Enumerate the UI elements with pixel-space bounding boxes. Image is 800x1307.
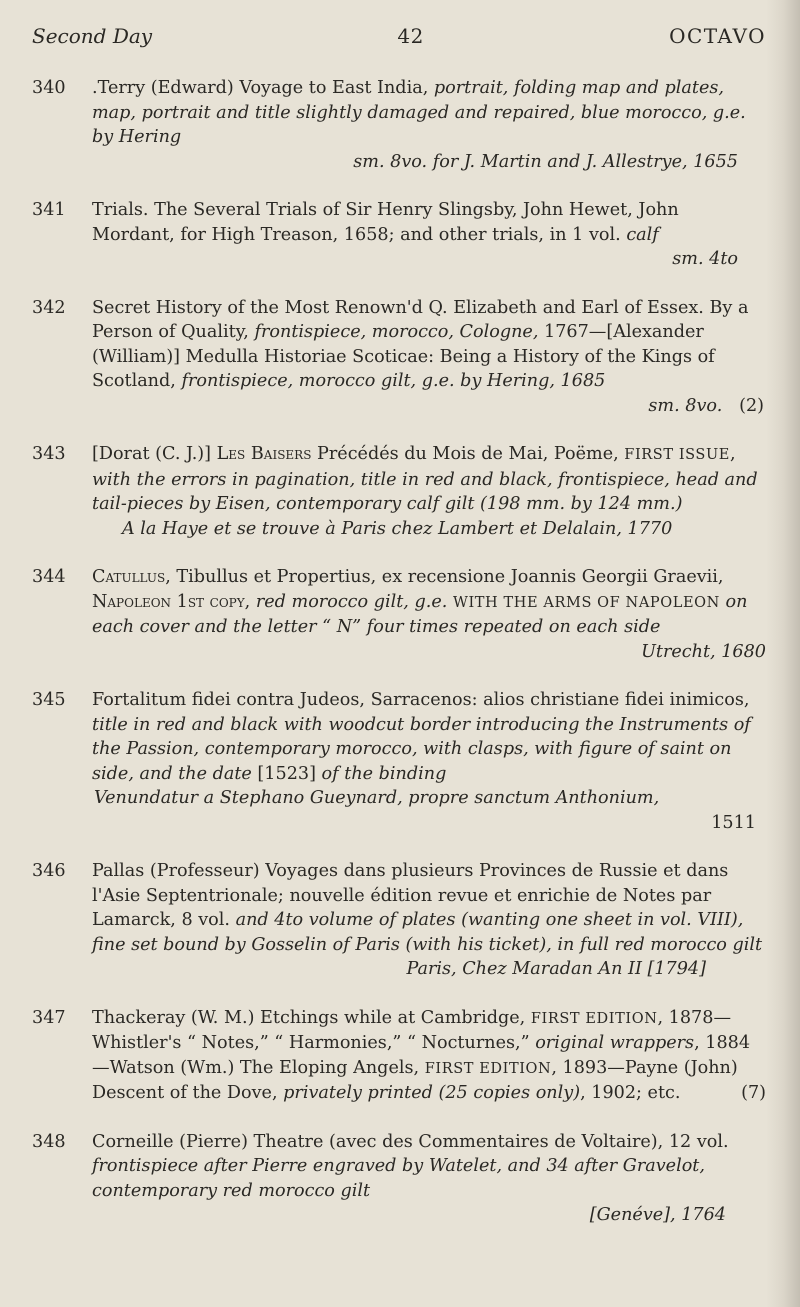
lot-title-fourth: , 1893—Payne (John) Descent of the Dove, xyxy=(92,1057,738,1103)
lot-condition: and 4to volume of plates (wanting one sheet in vol. VIII), fine set bound by Gosselin of Paris (with his ticket), in full red morocco gilt xyxy=(92,910,763,955)
lot-condition: original wrappers xyxy=(535,1033,695,1053)
lot-imprint: sm. 8vo. for J. Martin and J. Allestrye, 1655 xyxy=(353,151,738,172)
lot-edition-second: FIRST EDITION xyxy=(424,1060,552,1077)
lot-342 xyxy=(32,296,766,419)
lot-condition: portrait, folding map and plates, map, portrait and title slightly damaged and repaired, blue morocco, g.e. by Hering xyxy=(92,78,746,147)
lot-arms: WITH THE ARMS OF NAPOLEON xyxy=(452,594,720,611)
lot-separator: , xyxy=(244,591,256,612)
lot-condition-tail: of the binding xyxy=(321,763,447,784)
lot-description xyxy=(92,76,766,174)
lot-description xyxy=(92,198,766,272)
lot-provenance: Napoleon 1st copy xyxy=(92,591,245,612)
lot-imprint-row xyxy=(92,394,766,419)
running-header-day: Second Day xyxy=(32,24,153,48)
lot-title: Secret History of the Most Renown'd Q. Elizabeth and Earl of Essex. By a Person of Quality, xyxy=(92,297,749,342)
lot-imprint: Paris, Chez Maradan An II [1794] xyxy=(406,959,706,979)
running-header-format: OCTAVO xyxy=(669,24,766,48)
lot-imprint: sm. 4to xyxy=(672,249,738,269)
lot-title-tail: , 1902; etc. xyxy=(580,1083,681,1103)
lot-separator: , xyxy=(729,444,736,464)
lot-count: (7) xyxy=(741,1083,766,1103)
lot-condition: on each cover and the letter “ N” four times repeated on each side xyxy=(92,591,748,637)
lot-author-smallcaps: Catullus xyxy=(92,567,166,587)
lot-author: [Dorat (C. J.)] xyxy=(92,444,217,464)
lot-title-second: 1767—[Alexander (William)] Medulla Historiae Scoticae: Being a History of the Kings of Scotland, xyxy=(92,322,715,391)
lot-348 xyxy=(32,1130,766,1228)
lot-title: Précédés du Mois de Mai, Poëme, xyxy=(311,444,625,464)
lot-binding-date: [1523] xyxy=(251,763,322,784)
lot-condition: frontispiece, morocco, Cologne, xyxy=(254,322,539,342)
lot-condition: frontispiece after Pierre engraved by Watelet, and 34 after Gravelot, contemporary red morocco gilt xyxy=(92,1156,705,1201)
lot-description xyxy=(92,1006,766,1106)
lot-347 xyxy=(32,1006,766,1106)
lot-condition: title in red and black with woodcut border introducing the Instruments of the Passion, contemporary morocco, with clasps, with figure of saint on side, and the date xyxy=(92,714,751,784)
lot-description xyxy=(92,1130,766,1228)
lot-edition: FIRST EDITION xyxy=(530,1010,658,1027)
lot-description xyxy=(92,688,766,835)
lot-343 xyxy=(32,442,766,541)
catalogue-page xyxy=(32,24,766,1294)
lot-binding: calf xyxy=(626,224,659,245)
lot-title: Thackeray (W. M.) Etchings while at Cambridge, xyxy=(92,1007,531,1028)
lot-344 xyxy=(32,565,766,664)
lot-imprint: A la Haye et se trouve à Paris chez Lambert et Delalain, 1770 xyxy=(122,518,673,539)
lot-number: 346 xyxy=(32,861,66,881)
lot-title-smallcaps: Les Baisers xyxy=(216,444,312,464)
lot-description xyxy=(92,859,766,982)
lot-346 xyxy=(32,859,766,982)
lot-issue: FIRST ISSUE xyxy=(624,447,730,463)
lot-number: 345 xyxy=(32,690,66,710)
lot-description xyxy=(92,565,766,664)
lot-title-third: , 1884—Watson (Wm.) The Eloping Angels, xyxy=(92,1033,751,1078)
lot-title: .Terry (Edward) Voyage to East India, xyxy=(92,78,434,98)
lot-title: Corneille (Pierre) Theatre (avec des Commentaires de Voltaire), 12 vol. xyxy=(92,1131,729,1152)
lot-number: 344 xyxy=(32,567,66,587)
lot-description xyxy=(92,296,766,419)
lot-number: 341 xyxy=(32,200,66,220)
page-number: 42 xyxy=(397,24,424,48)
lot-count: (2) xyxy=(739,395,764,416)
lot-title: , Tibullus et Propertius, ex recensione Joannis Georgii Graevii, xyxy=(165,567,724,587)
lot-imprint: Utrecht, 1680 xyxy=(641,641,766,662)
running-header xyxy=(32,24,766,48)
lot-imprint-line: Venundatur a Stephano Gueynard, propre sanctum Anthonium, xyxy=(94,788,660,808)
lot-title: Pallas (Professeur) Voyages dans plusieurs Provinces de Russie et dans l'Asie Septentrionale; nouvelle édition revue et enrichie de Notes par Lamarck, 8 vol. xyxy=(92,861,729,930)
lot-title: Fortalitum fidei contra Judeos, Sarracenos: alios christiane fidei inimicos, xyxy=(92,690,750,710)
lot-number: 348 xyxy=(32,1131,66,1152)
lot-number: 342 xyxy=(32,297,66,318)
lot-title-second: , 1878—Whistler's “ Notes,” “ Harmonies,” “ Nocturnes,” xyxy=(92,1007,732,1053)
lot-title: Trials. The Several Trials of Sir Henry Slingsby, John Hewet, John Mordant, for High Treason, 1658; and other trials, in 1 vol. xyxy=(92,200,679,245)
lot-condition-second: frontispiece, morocco gilt, g.e. by Hering, 1685 xyxy=(181,371,606,391)
lot-340 xyxy=(32,76,766,174)
lot-number: 347 xyxy=(32,1007,66,1028)
page-edge-shadow xyxy=(766,0,800,1307)
lot-description xyxy=(92,442,766,541)
lot-imprint: sm. 8vo. xyxy=(648,395,723,416)
lot-341 xyxy=(32,198,766,272)
lot-number: 340 xyxy=(32,78,66,98)
lot-number: 343 xyxy=(32,444,66,464)
lot-imprint: 1511 xyxy=(711,812,756,833)
lot-condition: with the errors in pagination, title in red and black, frontispiece, head and tail-pieces by Eisen, contemporary calf gilt (198 mm. by 124 mm.) xyxy=(92,469,758,514)
lot-binding: red morocco gilt, g.e. xyxy=(255,591,448,612)
lot-345 xyxy=(32,688,766,835)
lot-condition-second: privately printed (25 copies only) xyxy=(283,1083,581,1103)
lot-imprint: [Genéve], 1764 xyxy=(589,1205,726,1225)
